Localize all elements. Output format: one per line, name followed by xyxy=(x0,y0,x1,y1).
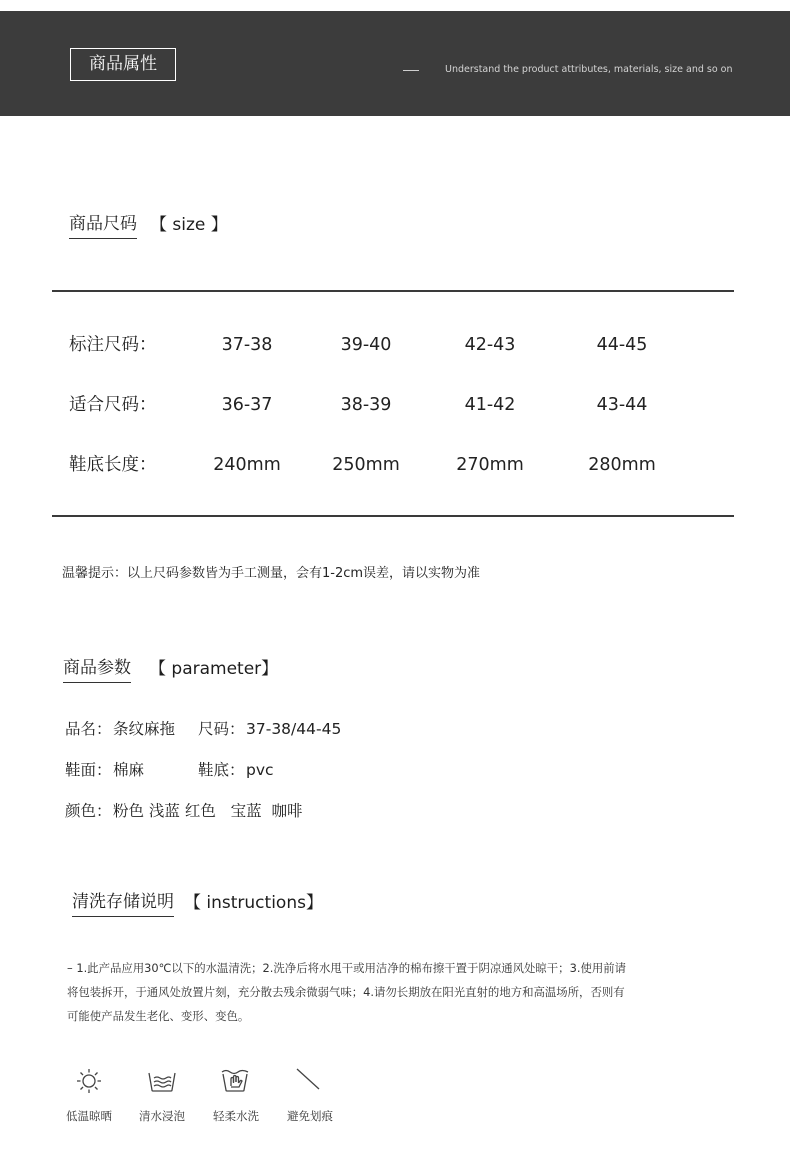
care-label: 轻柔水洗 xyxy=(213,1109,259,1123)
instr-section-tag: 【 instructions】 xyxy=(184,893,323,913)
size-cell: 270mm xyxy=(456,455,524,475)
size-cell: 36-37 xyxy=(221,395,273,415)
param-size-label: 尺码： xyxy=(198,720,245,738)
care-label: 避免划痕 xyxy=(287,1109,333,1123)
size-cell: 41-42 xyxy=(464,395,516,415)
param-name-value: 条纹麻拖 xyxy=(113,720,176,738)
size-cell: 280mm xyxy=(588,455,656,475)
param-color-label: 颜色： xyxy=(65,802,112,820)
instructions-text xyxy=(67,956,697,1028)
param-upper-label: 鞋面： xyxy=(65,761,112,779)
row-label-marked-size: 标注尺码： xyxy=(69,335,157,355)
size-cell: 42-43 xyxy=(464,335,516,355)
header-dash xyxy=(403,70,419,71)
row-label-sole-length: 鞋底长度： xyxy=(69,455,157,475)
param-section-tag: 【 parameter】 xyxy=(149,659,279,679)
instructions-line: – 1.此产品应用30℃以下的水温清洗；2.洗净后将水甩干或用洁净的棉布擦干置于阴凉通风处晾干；3.使用前请 xyxy=(67,961,627,975)
instructions-line: 可能使产品发生老化、变形、变色。 xyxy=(67,1009,250,1023)
instructions-line: 将包装拆开，于通风处放置片刻，充分散去残余微弱气味；4.请勿长期放在阳光直射的地方和高温场所，否则有 xyxy=(67,985,625,999)
header-subtitle: Understand the product attributes, materials, size and so on xyxy=(445,64,733,75)
hand-wash-icon xyxy=(220,1066,250,1096)
param-name-label: 品名： xyxy=(65,720,112,738)
param-size-value: 37-38/44-45 xyxy=(246,720,342,738)
sun-icon xyxy=(74,1066,104,1096)
param-upper-value: 棉麻 xyxy=(113,761,145,779)
size-cell: 37-38 xyxy=(221,335,273,355)
header-title: 商品属性 xyxy=(70,48,176,81)
size-cell: 38-39 xyxy=(340,395,392,415)
size-cell: 43-44 xyxy=(596,395,648,415)
size-note: 温馨提示：以上尺码参数皆为手工测量，会有1-2cm误差，请以实物为准 xyxy=(62,566,481,581)
soak-icon xyxy=(147,1066,177,1096)
care-label: 清水浸泡 xyxy=(139,1109,185,1123)
size-cell: 44-45 xyxy=(596,335,648,355)
size-section-title: 商品尺码 xyxy=(69,213,137,239)
param-color-value: 粉色 浅蓝 红色 宝蓝 咖啡 xyxy=(113,802,303,820)
instr-section-title: 清洗存储说明 xyxy=(72,891,174,917)
size-cell: 250mm xyxy=(332,455,400,475)
size-table-bottom-rule xyxy=(52,515,734,517)
size-cell: 39-40 xyxy=(340,335,392,355)
param-sole-label: 鞋底： xyxy=(198,761,245,779)
slash-icon xyxy=(293,1066,323,1096)
size-section-tag: 【 size 】 xyxy=(150,215,228,235)
param-sole-value: pvc xyxy=(246,761,274,779)
row-label-fit-size: 适合尺码： xyxy=(69,395,157,415)
care-label: 低温晾晒 xyxy=(66,1109,112,1123)
param-section-title: 商品参数 xyxy=(63,657,131,683)
size-cell: 240mm xyxy=(213,455,281,475)
size-table-top-rule xyxy=(52,290,734,292)
